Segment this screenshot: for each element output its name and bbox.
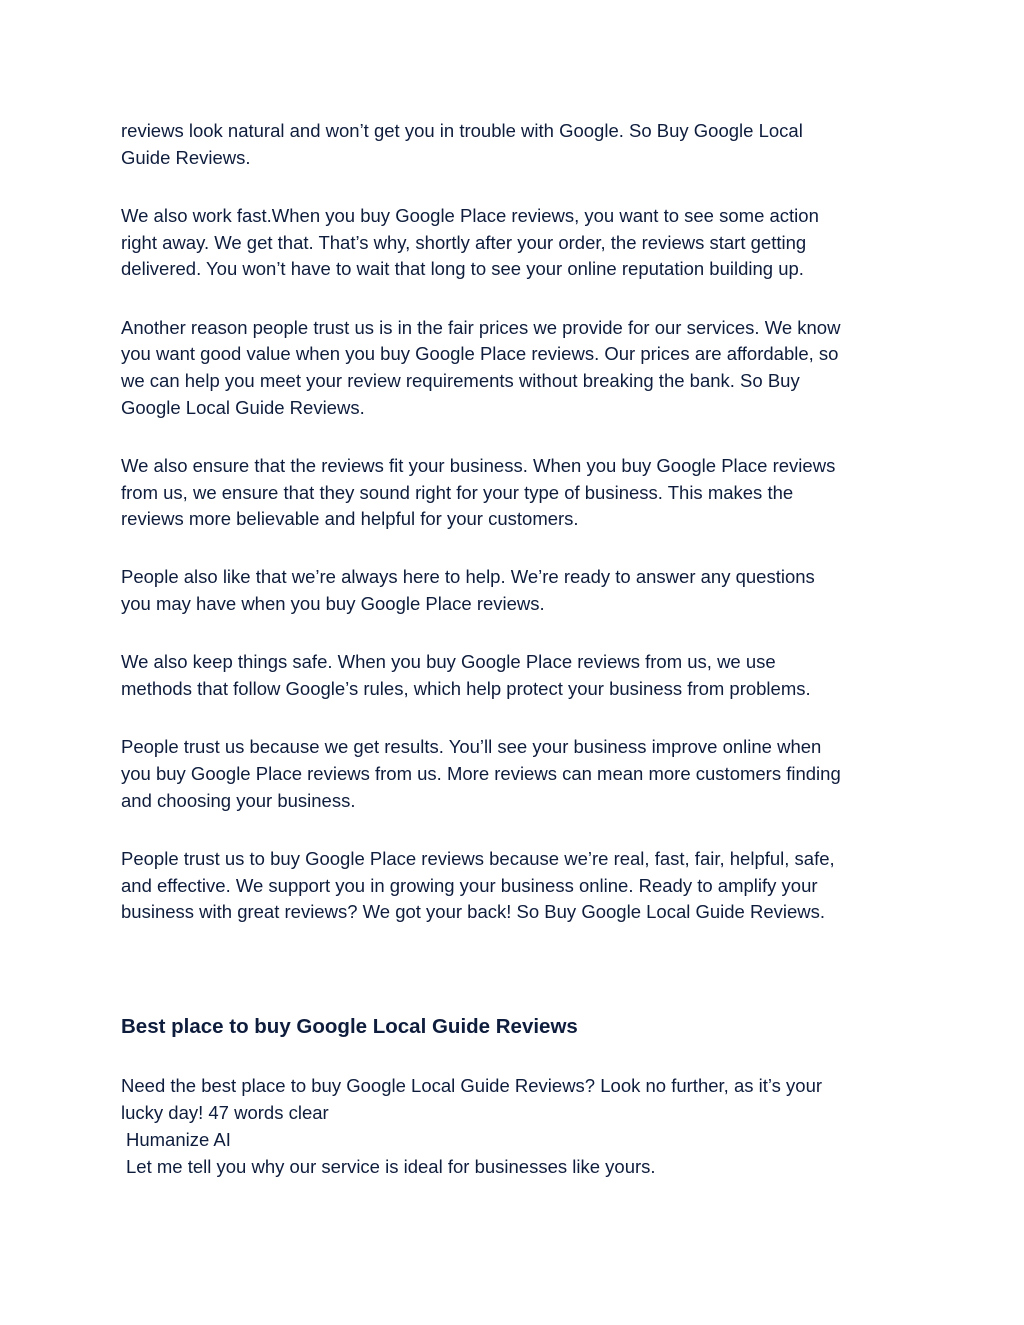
paragraph-fit-business: We also ensure that the reviews fit your business. When you buy Google Place reviews from us, we ensure that they sound right for your type of business. This makes the reviews more believable and helpful for your customers. bbox=[121, 454, 836, 530]
document-page bbox=[121, 118, 911, 1180]
paragraph-keep-safe: We also keep things safe. When you buy Google Place reviews from us, we use methods that follow Google’s rules, which help protect your business from problems. bbox=[121, 651, 811, 700]
paragraph-here-to-help: People also like that we’re always here to help. We’re ready to answer any questions you may have when you buy Google Place reviews. bbox=[121, 566, 815, 615]
paragraph-trust-summary: People trust us to buy Google Place reviews because we’re real, fast, fair, helpful, safe, and effective. We support you in growing your business online. Ready to amplify your business with great reviews? We got your back! So Buy Google Local Guide Reviews. bbox=[121, 847, 835, 923]
paragraph-get-results: People trust us because we get results. You’ll see your business improve online when you buy Google Place reviews from us. More reviews can mean more customers finding and choosing your business. bbox=[121, 736, 841, 811]
paragraph-reviews-natural: reviews look natural and won’t get you in trouble with Google. So Buy Google Local Guide Reviews. bbox=[121, 120, 803, 168]
final-line: lucky day! 47 words clear bbox=[121, 1102, 329, 1124]
final-line: Need the best place to buy Google Local Guide Reviews? Look no further, as it’s your bbox=[121, 1075, 823, 1097]
final-line: Humanize AI bbox=[126, 1128, 231, 1150]
paragraph-fair-prices: Another reason people trust us is in the fair prices we provide for our services. We know you want good value when you buy Google Place reviews. Our prices are affordable, so we can help you meet your review requirements without breaking the bank. So Buy Google Local Guide Reviews. bbox=[121, 316, 841, 418]
final-line: Let me tell you why our service is ideal for businesses like yours. bbox=[126, 1155, 656, 1177]
final-paragraph bbox=[121, 1073, 911, 1180]
section-spacer bbox=[121, 957, 911, 1014]
paragraph-work-fast: We also work fast.When you buy Google Place reviews, you want to see some action right away. We get that. That’s why, shortly after your order, the reviews start getting delivered. You won’t have to wait that long to see your online reputation building up. bbox=[121, 204, 819, 280]
section-heading: Best place to buy Google Local Guide Reviews bbox=[121, 1015, 578, 1039]
